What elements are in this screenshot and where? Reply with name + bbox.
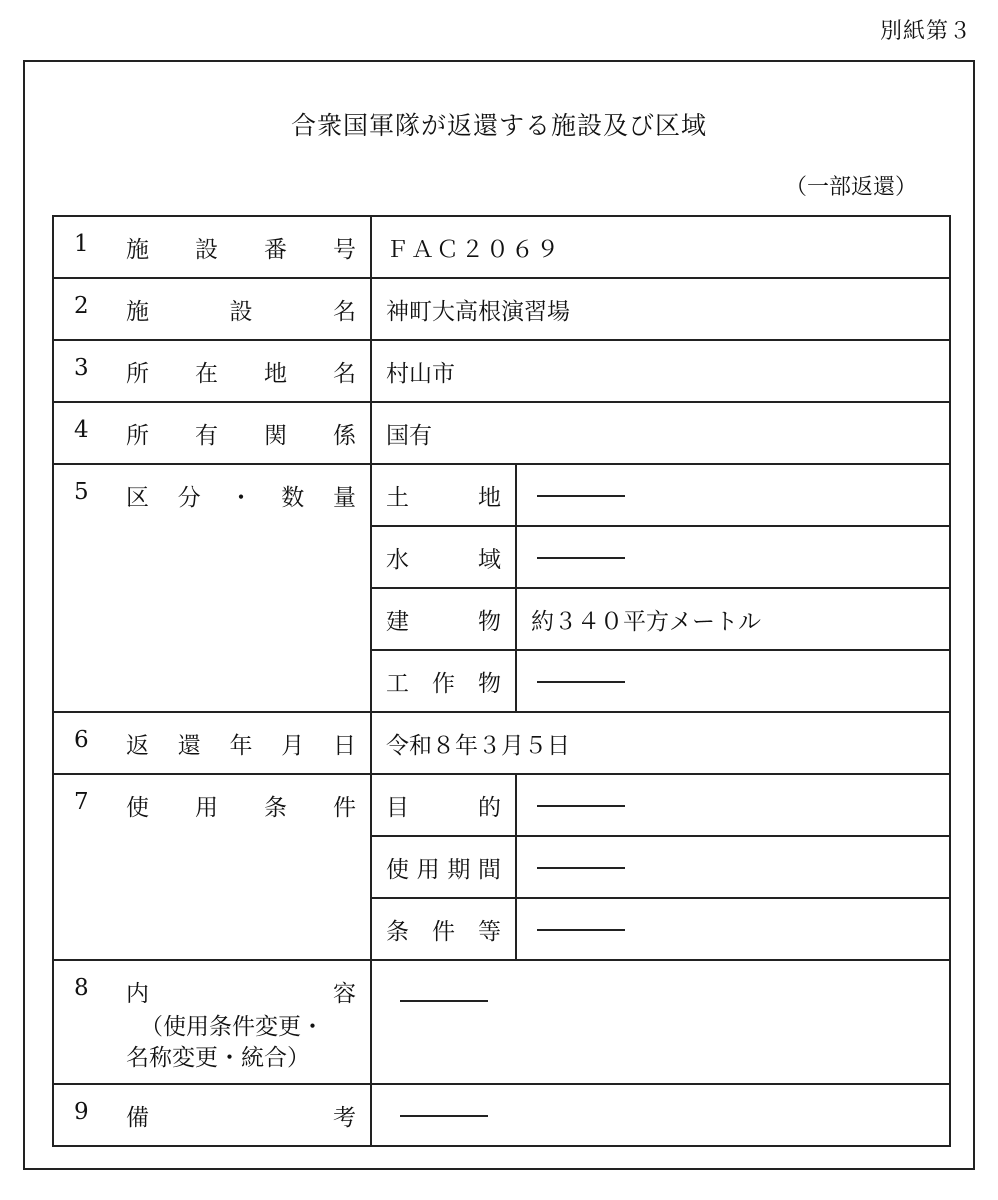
row-number: 2 <box>74 293 89 319</box>
label-char: ・ <box>229 485 253 511</box>
label-char: 期 <box>447 856 471 883</box>
label-char: 施 <box>126 237 149 263</box>
conditions-value <box>516 898 950 960</box>
label-char: 還 <box>177 733 201 759</box>
label-char: 件 <box>432 918 455 945</box>
content-value <box>371 960 950 1084</box>
label-char: 用 <box>195 795 218 821</box>
label-char: 備 <box>126 1105 149 1131</box>
label-char: 係 <box>333 423 356 449</box>
row-number: 7 <box>74 789 89 815</box>
label-char: 日 <box>333 733 356 759</box>
row-label <box>53 402 371 464</box>
ownership-value: 国有 <box>371 402 950 464</box>
label-char: 等 <box>478 918 501 945</box>
water-value <box>516 526 950 588</box>
row-label <box>53 464 371 712</box>
label-char: 条 <box>386 918 409 945</box>
row-number: 5 <box>74 479 89 505</box>
document-frame <box>23 60 975 1170</box>
sub-label-building <box>371 588 516 650</box>
row-number: 6 <box>74 727 89 753</box>
label-char: 建 <box>386 608 409 635</box>
none-dash <box>537 867 625 869</box>
row-label <box>53 340 371 402</box>
table-row <box>53 1084 950 1146</box>
label-char: 名 <box>333 361 356 387</box>
label-char: 区 <box>126 485 149 511</box>
label-char: 号 <box>333 237 356 263</box>
none-dash <box>400 1115 488 1117</box>
content-paren-line-2: 名称変更・統合） <box>126 1045 310 1071</box>
label-char: 番 <box>264 237 287 263</box>
row-label <box>53 1084 371 1146</box>
label-char: 物 <box>478 670 501 697</box>
table-row <box>53 464 950 526</box>
label-char: 物 <box>478 608 501 635</box>
label-char: 間 <box>477 856 501 883</box>
label-char: 量 <box>333 485 356 511</box>
location-value: 村山市 <box>371 340 950 402</box>
label-char: 水 <box>386 546 409 573</box>
period-value <box>516 836 950 898</box>
row-number: 8 <box>74 975 89 1001</box>
row-label <box>53 712 371 774</box>
row-label <box>53 216 371 278</box>
label-char: 作 <box>432 670 455 697</box>
table-row <box>53 340 950 402</box>
label-char: 有 <box>195 423 218 449</box>
label-char: 数 <box>281 485 305 511</box>
label-char: 設 <box>229 299 253 325</box>
sub-label-period <box>371 836 516 898</box>
label-char: 地 <box>264 361 287 387</box>
sub-label-purpose <box>371 774 516 836</box>
label-char: 工 <box>386 670 409 697</box>
row-label <box>53 960 371 1084</box>
none-dash <box>537 805 625 807</box>
label-char: 月 <box>281 733 305 759</box>
label-char: 施 <box>126 299 149 325</box>
none-dash <box>537 495 625 497</box>
content-paren-line-1: （使用条件変更・ <box>140 1014 324 1040</box>
label-char: 分 <box>177 485 201 511</box>
none-dash <box>537 681 625 683</box>
label-char: 使 <box>126 795 149 821</box>
facility-table <box>52 215 951 1147</box>
row-number: 4 <box>74 417 89 443</box>
table-row <box>53 774 950 836</box>
remarks-value <box>371 1084 950 1146</box>
facility-number-value: ＦＡＣ２０６９ <box>371 216 950 278</box>
row-label <box>53 278 371 340</box>
none-dash <box>537 929 625 931</box>
table-row <box>53 712 950 774</box>
label-char: 年 <box>229 733 253 759</box>
label-char: 所 <box>126 423 149 449</box>
table-row <box>53 278 950 340</box>
structure-value <box>516 650 950 712</box>
sub-label-land <box>371 464 516 526</box>
label-char: 返 <box>126 733 149 759</box>
label-char: 内 <box>126 981 149 1007</box>
facility-name-value: 神町大高根演習場 <box>371 278 950 340</box>
label-char: 使 <box>386 856 409 883</box>
sub-label-water <box>371 526 516 588</box>
label-char: 関 <box>264 423 287 449</box>
label-char: 地 <box>478 484 501 511</box>
sub-label-structure <box>371 650 516 712</box>
partial-return-note: （一部返還） <box>784 175 917 200</box>
label-char: 目 <box>386 794 409 821</box>
attachment-label: 別紙第３ <box>879 19 972 44</box>
table-row <box>53 216 950 278</box>
label-char: 設 <box>195 237 218 263</box>
label-char: 考 <box>333 1105 356 1131</box>
row-number: 3 <box>74 355 89 381</box>
row-label <box>53 774 371 960</box>
label-char: 土 <box>386 484 409 511</box>
none-dash <box>400 1000 488 1002</box>
purpose-value <box>516 774 950 836</box>
label-char: 域 <box>478 546 501 573</box>
none-dash <box>537 557 625 559</box>
label-char: 名 <box>333 299 356 325</box>
table-row <box>53 402 950 464</box>
label-char: 用 <box>416 856 440 883</box>
table-row <box>53 960 950 1084</box>
label-char: 的 <box>478 794 501 821</box>
label-char: 条 <box>264 795 287 821</box>
label-char: 在 <box>195 361 218 387</box>
label-char: 件 <box>333 795 356 821</box>
building-value: 約３４０平方メートル <box>516 588 950 650</box>
document-title: 合衆国軍隊が返還する施設及び区域 <box>290 111 707 140</box>
row-number: 9 <box>74 1099 89 1125</box>
label-char: 所 <box>126 361 149 387</box>
label-char: 容 <box>333 981 356 1007</box>
land-value <box>516 464 950 526</box>
return-date-value: 令和８年３月５日 <box>371 712 950 774</box>
sub-label-conditions <box>371 898 516 960</box>
row-number: 1 <box>74 231 89 257</box>
